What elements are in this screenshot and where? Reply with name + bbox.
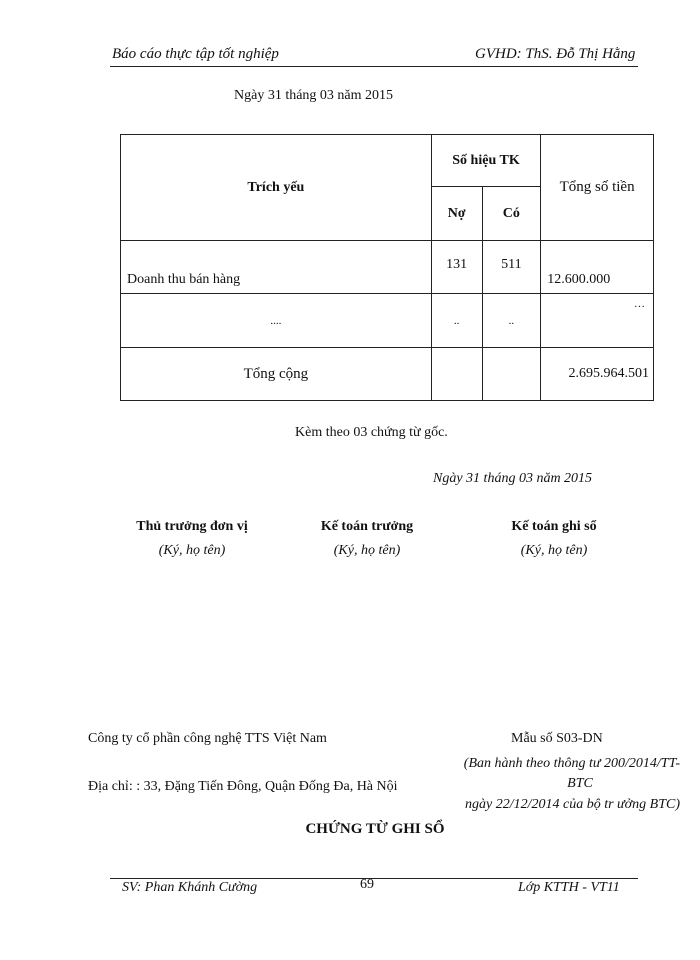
page-number: 69: [360, 877, 374, 892]
issued-line: ngày 22/12/2014 của bộ tr ưởng BTC): [465, 797, 680, 812]
row-description: Doanh thu bán hàng: [121, 241, 432, 294]
voucher-date: Ngày 31 tháng 03 năm 2015: [234, 88, 394, 103]
issued-line: (Ban hành theo thông tư 200/2014/TT-: [463, 756, 680, 771]
table-row: [121, 294, 654, 348]
footer-rule: [110, 878, 638, 879]
company-address: Địa chỉ: : 33, Đặng Tiến Đông, Quận Đống Đa, Hà Nội: [88, 779, 398, 794]
form-code: Mẫu số S03-DN: [511, 731, 603, 746]
row-credit: ..: [482, 294, 541, 348]
signature-date: Ngày 31 tháng 03 năm 2015: [433, 471, 593, 486]
issued-line: BTC: [567, 776, 593, 791]
row-description: ....: [121, 294, 432, 348]
row-debit: ..: [431, 294, 482, 348]
col-account-group-header: Số hiệu TK: [431, 135, 540, 187]
report-title: Báo cáo thực tập tốt nghiệp: [112, 46, 279, 62]
signature-title: Kế toán trưởng: [320, 519, 414, 534]
footer-student: SV: Phan Khánh Cường: [122, 880, 258, 895]
attachment-note: Kèm theo 03 chứng từ gốc.: [295, 425, 448, 440]
header-rule: [110, 66, 638, 67]
signature-title: Kế toán ghi sổ: [511, 519, 597, 534]
total-row: [121, 348, 654, 401]
signature-note: (Ký, họ tên): [520, 543, 588, 558]
signature-note: (Ký, họ tên): [158, 543, 226, 558]
footer-class: Lớp KTTH - VT11: [518, 880, 620, 895]
row-amount: 12.600.000: [541, 241, 654, 294]
supervisor: GVHD: ThS. Đỗ Thị Hằng: [475, 46, 636, 62]
row-credit: 511: [482, 241, 541, 294]
ledger-table: [120, 134, 654, 401]
col-debit-header: Nợ: [431, 187, 482, 241]
col-description-header: Trích yếu: [121, 135, 432, 241]
voucher-title: CHỨNG TỪ GHI SỔ: [305, 821, 445, 837]
table-row: [121, 241, 654, 294]
col-total-header: Tổng số tiền: [541, 135, 654, 241]
col-credit-header: Có: [482, 187, 541, 241]
form-issuance: [440, 754, 680, 794]
row-amount: …: [541, 294, 654, 348]
company-name: Công ty cổ phần công nghệ TTS Việt Nam: [88, 731, 327, 746]
row-debit: 131: [431, 241, 482, 294]
signature-title: Thủ trưởng đơn vị: [136, 519, 248, 534]
total-label: Tổng cộng: [121, 348, 432, 401]
total-amount: 2.695.964.501: [541, 348, 654, 401]
signature-note: (Ký, họ tên): [333, 543, 401, 558]
